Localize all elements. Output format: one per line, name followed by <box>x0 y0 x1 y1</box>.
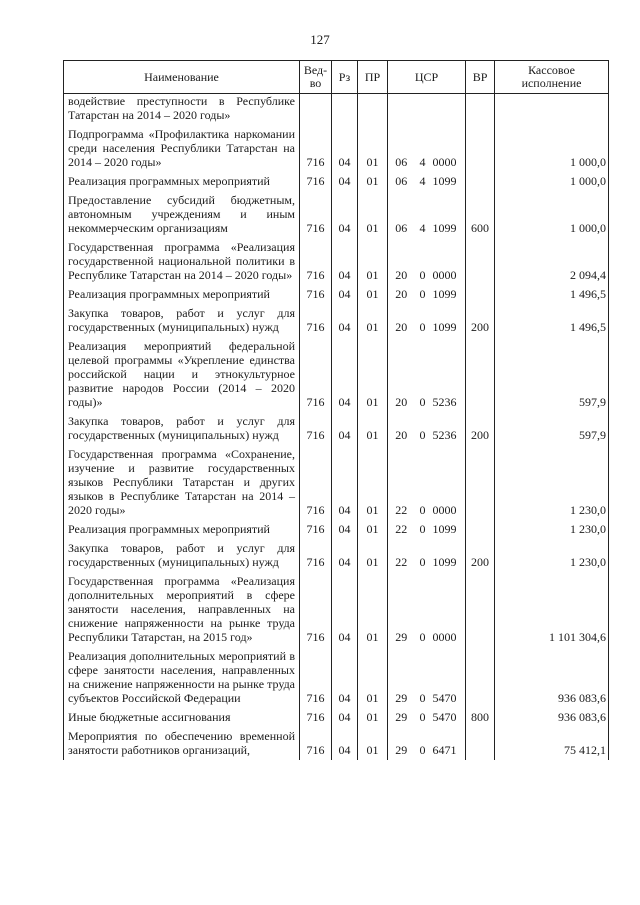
row-csr-subprogram: 0 <box>419 630 426 644</box>
row-rz: 04 <box>332 520 358 539</box>
row-pr: 01 <box>358 727 388 760</box>
row-csr-program: 20 <box>395 268 408 282</box>
row-rz: 04 <box>332 412 358 445</box>
row-csr-direction: 5236 <box>431 337 466 412</box>
row-name: Государственная программа «Сохранение, изучение и развитие государственных языков Республики Татарстан и других языков в Республике Татарстан на 2014 – 2020 годы» <box>64 445 300 520</box>
row-csr-direction: 1099 <box>431 172 466 191</box>
row-name: Закупка товаров, работ и услуг для государственных (муниципальных) нужд <box>64 304 300 337</box>
row-csr-subprogram: 0 <box>419 743 426 757</box>
row-csr-subprogram: 0 <box>419 503 426 517</box>
row-cash: 1 230,0 <box>495 539 609 572</box>
row-rz: 04 <box>332 238 358 285</box>
header-cash-line2: исполнение <box>521 76 582 90</box>
header-csr: ЦСР <box>388 61 466 94</box>
row-rz: 04 <box>332 572 358 647</box>
table-row <box>64 125 609 172</box>
row-csr-direction: 5470 <box>431 708 466 727</box>
row-name: Реализация программных мероприятий <box>64 520 300 539</box>
row-csr-program: 20 <box>395 287 408 301</box>
row-csr-program: 29 <box>395 691 408 705</box>
row-name: Реализация мероприятий федеральной целевой программы «Укрепление единства российской нации и этнокультурное развитие народов России (2014 – 2020 годы)» <box>64 337 300 412</box>
row-vr <box>466 94 495 126</box>
row-pr: 01 <box>358 412 388 445</box>
row-vr: 200 <box>466 412 495 445</box>
row-ved: 716 <box>300 412 332 445</box>
table-row <box>64 285 609 304</box>
table-row <box>64 539 609 572</box>
row-csr-direction: 1099 <box>431 304 466 337</box>
row-pr: 01 <box>358 572 388 647</box>
row-cash: 597,9 <box>495 412 609 445</box>
row-ved: 716 <box>300 125 332 172</box>
header-cash-line1: Кассовое <box>528 63 575 77</box>
row-ved: 716 <box>300 337 332 412</box>
row-ved: 716 <box>300 304 332 337</box>
table-row <box>64 172 609 191</box>
row-pr <box>358 94 388 126</box>
row-vr: 800 <box>466 708 495 727</box>
row-ved <box>300 94 332 126</box>
row-ved: 716 <box>300 445 332 520</box>
row-cash: 1 000,0 <box>495 191 609 238</box>
row-rz: 04 <box>332 337 358 412</box>
header-name: Наименование <box>64 61 300 94</box>
row-rz <box>332 94 358 126</box>
row-csr-subprogram: 0 <box>419 268 426 282</box>
row-csr-program: 29 <box>395 710 408 724</box>
row-rz: 04 <box>332 727 358 760</box>
row-csr-subprogram: 0 <box>419 710 426 724</box>
row-ved: 716 <box>300 647 332 708</box>
row-vr <box>466 238 495 285</box>
row-vr <box>466 647 495 708</box>
row-cash: 75 412,1 <box>495 727 609 760</box>
row-vr <box>466 572 495 647</box>
row-csr-subprogram: 4 <box>419 221 426 235</box>
row-name: Подпрограмма «Профилактика наркомании среди населения Республики Татарстан на 2014 – 2020 годы» <box>64 125 300 172</box>
row-rz: 04 <box>332 304 358 337</box>
row-pr: 01 <box>358 191 388 238</box>
row-cash: 1 230,0 <box>495 520 609 539</box>
row-cash: 1 230,0 <box>495 445 609 520</box>
table-row <box>64 337 609 412</box>
row-name: Предоставление субсидий бюджетным, автономным учреждениям и иным некоммерческим организациям <box>64 191 300 238</box>
row-ved: 716 <box>300 539 332 572</box>
table-row <box>64 520 609 539</box>
row-vr: 200 <box>466 539 495 572</box>
row-csr-program <box>388 94 415 126</box>
row-csr-direction: 5470 <box>431 647 466 708</box>
row-name: водействие преступности в Республике Татарстан на 2014 – 2020 годы» <box>64 94 300 126</box>
row-csr-program: 06 <box>395 221 408 235</box>
row-pr: 01 <box>358 238 388 285</box>
row-csr-subprogram: 0 <box>419 428 426 442</box>
row-vr <box>466 445 495 520</box>
row-cash: 1 496,5 <box>495 304 609 337</box>
row-csr-direction: 1099 <box>431 285 466 304</box>
row-vr <box>466 337 495 412</box>
row-pr: 01 <box>358 285 388 304</box>
row-cash: 936 083,6 <box>495 647 609 708</box>
row-pr: 01 <box>358 520 388 539</box>
row-rz: 04 <box>332 647 358 708</box>
row-csr-direction: 0000 <box>431 572 466 647</box>
row-ved: 716 <box>300 708 332 727</box>
budget-table <box>63 60 609 760</box>
row-name: Реализация программных мероприятий <box>64 172 300 191</box>
table-row <box>64 647 609 708</box>
row-csr-program: 20 <box>395 320 408 334</box>
row-csr-subprogram <box>415 94 431 126</box>
row-ved: 716 <box>300 172 332 191</box>
row-csr-program: 29 <box>395 743 408 757</box>
table-row <box>64 412 609 445</box>
header-vr: ВР <box>466 61 495 94</box>
row-csr-program: 20 <box>395 428 408 442</box>
table-body <box>64 94 609 761</box>
row-ved: 716 <box>300 191 332 238</box>
header-ved-line2: во <box>309 76 322 90</box>
row-csr-subprogram: 0 <box>419 555 426 569</box>
row-rz: 04 <box>332 285 358 304</box>
row-ved: 716 <box>300 572 332 647</box>
row-cash <box>495 94 609 126</box>
row-csr-direction: 1099 <box>431 539 466 572</box>
header-cash <box>495 61 609 94</box>
row-vr <box>466 727 495 760</box>
row-name: Государственная программа «Реализация государственной национальной политики в Республике Татарстан на 2014 – 2020 годы» <box>64 238 300 285</box>
row-vr <box>466 285 495 304</box>
row-pr: 01 <box>358 647 388 708</box>
row-pr: 01 <box>358 304 388 337</box>
row-csr-direction: 0000 <box>431 125 466 172</box>
row-vr <box>466 125 495 172</box>
row-cash: 1 000,0 <box>495 172 609 191</box>
row-ved: 716 <box>300 238 332 285</box>
row-csr-subprogram: 4 <box>419 174 426 188</box>
row-ved: 716 <box>300 285 332 304</box>
table-row <box>64 238 609 285</box>
row-rz: 04 <box>332 445 358 520</box>
row-csr-direction: 5236 <box>431 412 466 445</box>
header-rz: Рз <box>332 61 358 94</box>
row-rz: 04 <box>332 539 358 572</box>
row-csr-program: 22 <box>395 522 408 536</box>
table-row <box>64 304 609 337</box>
table-row <box>64 191 609 238</box>
row-cash: 1 000,0 <box>495 125 609 172</box>
row-csr-subprogram: 0 <box>419 320 426 334</box>
table-row <box>64 94 609 126</box>
row-csr-direction: 6471 <box>431 727 466 760</box>
row-ved: 716 <box>300 520 332 539</box>
row-pr: 01 <box>358 539 388 572</box>
row-rz: 04 <box>332 125 358 172</box>
row-csr-program: 22 <box>395 555 408 569</box>
row-name: Государственная программа «Реализация дополнительных мероприятий в сфере занятости населения, направленных на снижение напряженности на рынке труда Республики Татарстан, на 2015 год» <box>64 572 300 647</box>
row-name: Иные бюджетные ассигнования <box>64 708 300 727</box>
row-csr-subprogram: 0 <box>419 691 426 705</box>
row-name: Реализация программных мероприятий <box>64 285 300 304</box>
row-csr-direction: 1099 <box>431 191 466 238</box>
table-row <box>64 727 609 760</box>
table-row <box>64 445 609 520</box>
row-csr-program: 22 <box>395 503 408 517</box>
row-pr: 01 <box>358 445 388 520</box>
row-cash: 597,9 <box>495 337 609 412</box>
row-ved: 716 <box>300 727 332 760</box>
table-header-row <box>64 61 609 94</box>
row-pr: 01 <box>358 708 388 727</box>
table-row <box>64 708 609 727</box>
row-csr-direction: 1099 <box>431 520 466 539</box>
row-csr-subprogram: 4 <box>419 155 426 169</box>
header-pr: ПР <box>358 61 388 94</box>
row-vr <box>466 520 495 539</box>
row-name: Мероприятия по обеспечению временной занятости работников организаций, <box>64 727 300 760</box>
row-pr: 01 <box>358 172 388 191</box>
row-csr-direction: 0000 <box>431 238 466 285</box>
row-rz: 04 <box>332 708 358 727</box>
row-name: Закупка товаров, работ и услуг для государственных (муниципальных) нужд <box>64 539 300 572</box>
row-pr: 01 <box>358 125 388 172</box>
row-vr: 600 <box>466 191 495 238</box>
row-csr-direction: 0000 <box>431 445 466 520</box>
row-csr-program: 06 <box>395 155 408 169</box>
row-csr-program: 29 <box>395 630 408 644</box>
row-name: Закупка товаров, работ и услуг для государственных (муниципальных) нужд <box>64 412 300 445</box>
row-csr-subprogram: 0 <box>419 395 426 409</box>
table-row <box>64 572 609 647</box>
row-cash: 2 094,4 <box>495 238 609 285</box>
row-csr-program: 20 <box>395 395 408 409</box>
row-csr-subprogram: 0 <box>419 522 426 536</box>
row-csr-subprogram: 0 <box>419 287 426 301</box>
header-ved-line1: Вед- <box>303 63 328 77</box>
header-ved <box>300 61 332 94</box>
page-number: 127 <box>310 32 330 47</box>
row-csr-direction <box>431 94 466 126</box>
row-vr: 200 <box>466 304 495 337</box>
row-name: Реализация дополнительных мероприятий в сфере занятости населения, направленных на снижение напряженности на рынке труда субъектов Российской Федерации <box>64 647 300 708</box>
row-rz: 04 <box>332 172 358 191</box>
row-cash: 1 496,5 <box>495 285 609 304</box>
row-vr <box>466 172 495 191</box>
row-rz: 04 <box>332 191 358 238</box>
row-cash: 936 083,6 <box>495 708 609 727</box>
row-cash: 1 101 304,6 <box>495 572 609 647</box>
row-csr-program: 06 <box>395 174 408 188</box>
row-pr: 01 <box>358 337 388 412</box>
